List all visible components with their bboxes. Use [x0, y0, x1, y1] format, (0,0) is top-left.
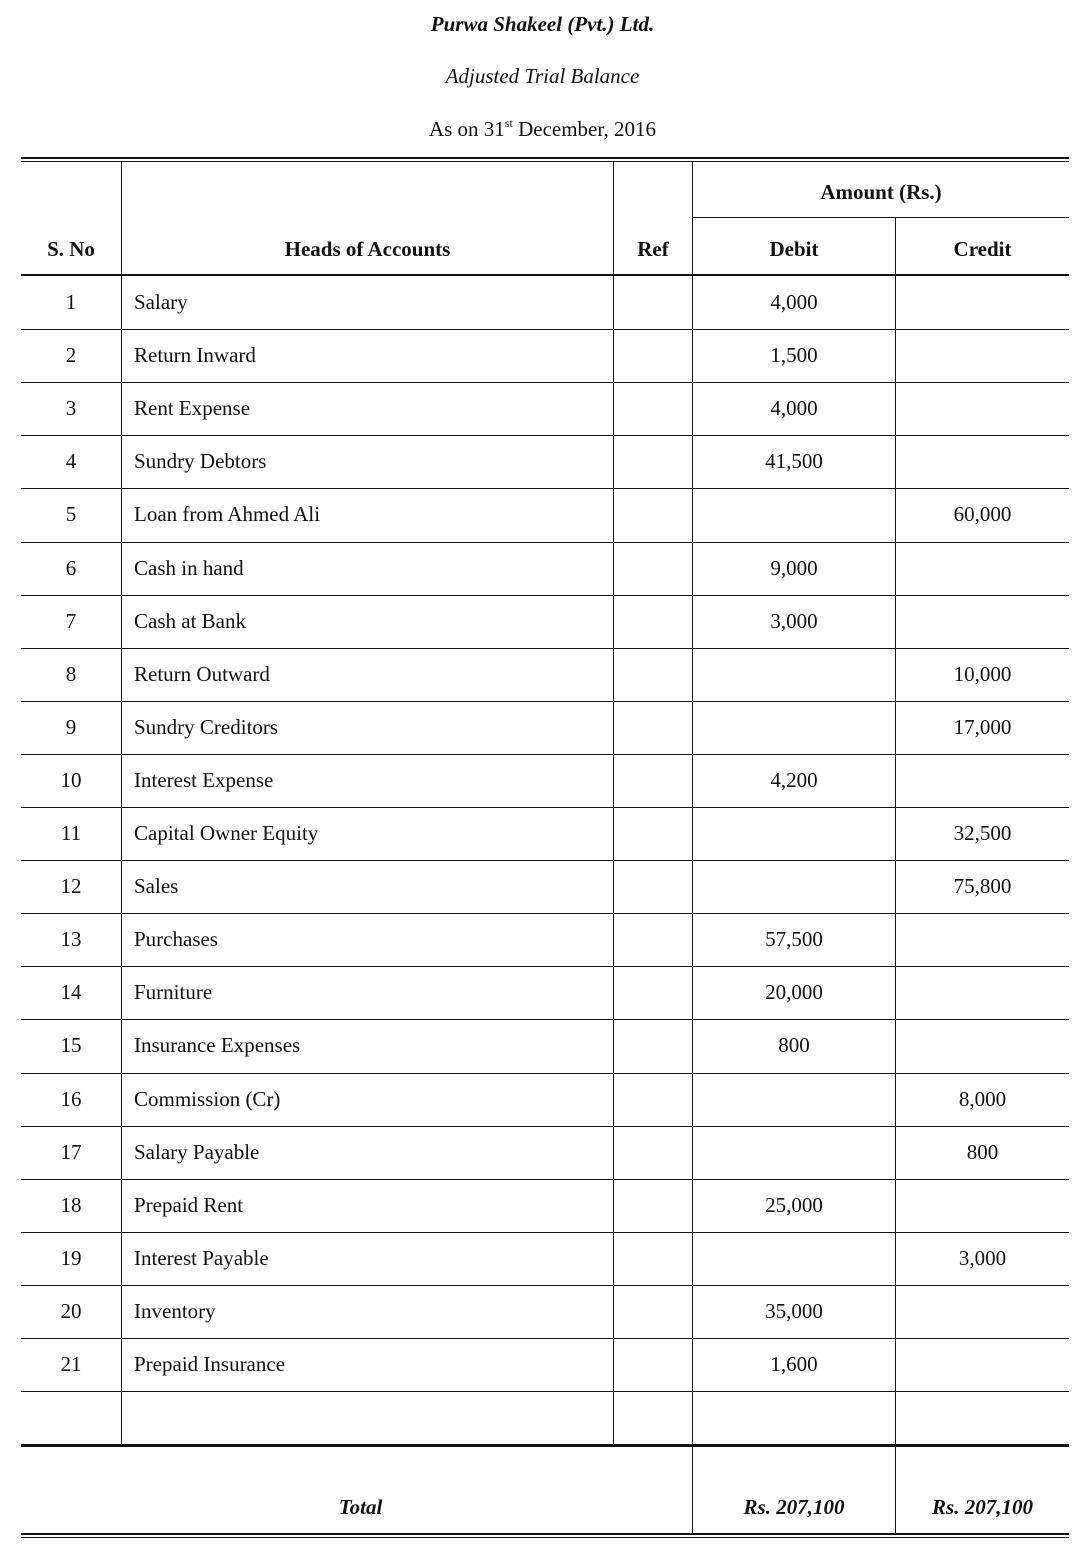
row-head: Sales — [134, 874, 179, 898]
row-debit: 1,500 — [770, 343, 818, 367]
row-sno: 14 — [60, 980, 82, 1004]
row-debit: 57,500 — [765, 927, 823, 951]
row-debit: 4,000 — [770, 396, 818, 420]
row-credit — [896, 435, 1069, 488]
row-credit: 17,000 — [953, 715, 1012, 739]
row-head: Capital Owner Equity — [134, 821, 319, 845]
date-ordinal: st — [504, 116, 513, 130]
row-head: Loan from Ahmed Ali — [134, 502, 321, 526]
row-debit — [693, 1232, 895, 1285]
row-sno: 9 — [65, 715, 77, 739]
row-head: Cash in hand — [134, 556, 244, 580]
row-credit — [896, 329, 1069, 382]
row-debit: 800 — [778, 1033, 810, 1057]
row-head: Prepaid Rent — [134, 1193, 244, 1217]
row-credit — [896, 966, 1069, 1019]
row-sno: 8 — [65, 662, 77, 686]
col-divider-sno — [121, 162, 122, 1445]
row-head: Salary Payable — [134, 1140, 260, 1164]
row-head: Inventory — [134, 1299, 216, 1323]
row-credit — [896, 276, 1069, 329]
row-sno: 18 — [60, 1193, 82, 1217]
row-debit — [693, 648, 895, 701]
row-head: Interest Expense — [134, 768, 274, 792]
top-rule-inner — [21, 161, 1069, 162]
row-sno: 2 — [65, 343, 77, 367]
row-debit: 41,500 — [765, 449, 823, 473]
row-head: Cash at Bank — [134, 609, 246, 633]
row-debit: 9,000 — [770, 556, 818, 580]
row-sno: 11 — [60, 821, 82, 845]
row-sno: 12 — [60, 874, 82, 898]
row-sno: 15 — [60, 1033, 82, 1057]
row-credit: 800 — [966, 1140, 999, 1164]
row-credit: 3,000 — [958, 1246, 1007, 1270]
row-credit — [896, 913, 1069, 966]
row-head: Return Inward — [134, 343, 256, 367]
row-head: Rent Expense — [134, 396, 251, 420]
row-sno: 10 — [60, 768, 82, 792]
col-header-sno: S. No — [47, 237, 95, 261]
row-debit: 4,200 — [770, 768, 818, 792]
row-debit — [693, 701, 895, 754]
row-sno: 21 — [60, 1352, 82, 1376]
col-divider-heads — [613, 162, 614, 1445]
row-credit: 8,000 — [958, 1087, 1007, 1111]
col-header-debit: Debit — [769, 237, 819, 261]
row-credit — [896, 1338, 1069, 1391]
row-head: Insurance Expenses — [134, 1033, 301, 1057]
row-credit: 75,800 — [953, 874, 1012, 898]
final-rule-outer — [21, 1533, 1069, 1535]
row-debit — [693, 1126, 895, 1179]
row-credit — [896, 542, 1069, 595]
total-label: Total — [338, 1495, 383, 1519]
final-rule-inner — [21, 1537, 1069, 1538]
row-head: Furniture — [134, 980, 213, 1004]
row-debit: 25,000 — [765, 1193, 823, 1217]
row-debit: 4,000 — [770, 290, 818, 314]
row-debit — [693, 488, 895, 541]
row-credit: 32,500 — [953, 821, 1012, 845]
row-sno: 1 — [65, 290, 77, 314]
top-rule-outer — [21, 157, 1069, 159]
row-head: Commission (Cr) — [134, 1087, 281, 1111]
row-credit — [896, 1179, 1069, 1232]
row-credit — [896, 382, 1069, 435]
amount-header-divider — [693, 217, 1069, 218]
row-credit — [896, 1285, 1069, 1338]
row-credit: 60,000 — [953, 502, 1012, 526]
row-head: Sundry Creditors — [134, 715, 279, 739]
col-header-amount: Amount (Rs.) — [820, 180, 942, 204]
row-head: Purchases — [134, 927, 218, 951]
row-head: Interest Payable — [134, 1246, 269, 1270]
row-sno: 7 — [65, 609, 77, 633]
total-debit: Rs. 207,100 — [743, 1495, 845, 1519]
row-head: Sundry Debtors — [134, 449, 267, 473]
row-debit: 3,000 — [770, 609, 818, 633]
body-bottom-rule — [21, 1444, 1069, 1447]
report-title: Adjusted Trial Balance — [445, 64, 640, 88]
row-sno: 19 — [60, 1246, 82, 1270]
row-credit: 10,000 — [953, 662, 1012, 686]
row-debit — [693, 1073, 895, 1126]
report-date — [0, 116, 1085, 142]
row-debit — [693, 860, 895, 913]
total-credit: Rs. 207,100 — [932, 1495, 1033, 1519]
row-sno: 17 — [60, 1140, 82, 1164]
col-header-credit: Credit — [953, 237, 1012, 261]
row-sno: 5 — [65, 502, 77, 526]
row-sno: 3 — [65, 396, 77, 420]
row-divider — [21, 1391, 1069, 1392]
row-credit — [896, 1019, 1069, 1072]
row-sno: 20 — [60, 1299, 82, 1323]
row-debit: 20,000 — [765, 980, 823, 1004]
row-credit — [896, 754, 1069, 807]
row-debit: 35,000 — [765, 1299, 823, 1323]
row-sno: 6 — [65, 556, 77, 580]
row-debit: 1,600 — [770, 1352, 818, 1376]
col-header-ref: Ref — [637, 237, 669, 261]
company-name: Purwa Shakeel (Pvt.) Ltd. — [430, 12, 655, 36]
date-suffix: December, 2016 — [512, 117, 657, 141]
date-prefix: As on 31 — [428, 117, 505, 141]
row-head: Salary — [134, 290, 188, 314]
row-sno: 13 — [60, 927, 82, 951]
row-credit — [896, 595, 1069, 648]
row-sno: 16 — [60, 1087, 82, 1111]
col-header-heads: Heads of Accounts — [284, 237, 451, 261]
row-head: Prepaid Insurance — [134, 1352, 286, 1376]
row-head: Return Outward — [134, 662, 270, 686]
row-sno: 4 — [65, 449, 77, 473]
row-debit — [693, 807, 895, 860]
